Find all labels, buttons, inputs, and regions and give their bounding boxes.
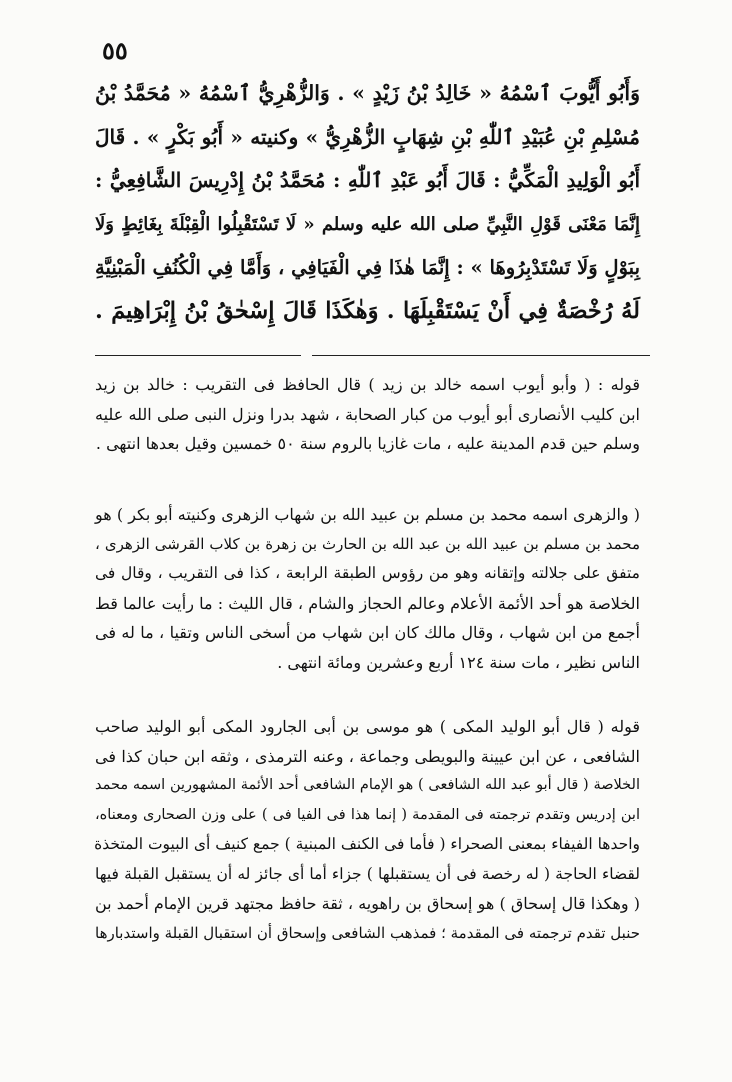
commentary-line: أجمع من ابن شهاب ، وقال مالك كان ابن شهاب من أسخى الناس وتقيا ، ما له فى xyxy=(95,623,640,642)
commentary-line: حنبل تقدم ترجمته فى المقدمة ؛ فمذهب الشافعى وإسحاق أن استقبال القبلة واستدبارها xyxy=(95,923,640,942)
commentary-line: وسلم حين قدم المدينة عليه ، مات غازيا بالروم سنة ٥٠ خمسين وقيل بعدها انتهى . xyxy=(95,434,640,453)
commentary-line: متفق على جلالته وإتقانه وهو من رؤوس الطبقة الرابعة ، كذا فى التقريب ، وقال فى xyxy=(95,564,640,582)
commentary-line: لقضاء الحاجة ( له رخصة فى أن يستقبلها ) جزاء أما أى جائز له أن يستقبل القبلة فيها xyxy=(95,864,640,883)
commentary-line: الخلاصة هو أحد الأئمة الأعلام وعالم الحجاز والشام ، قال الليث : ما رأيت عالما قط xyxy=(95,593,640,613)
commentary-line: الشافعى ، عن ابن عيينة والبويطى وجماعة ، وعنه الترمذى ، وثقه ابن حبان كذا فى xyxy=(95,746,640,766)
main-text-line: لَهُ رُخْصَةٌ فِي أَنْ يَسْتَقْبِلَهَا . وَهٰكَذَا قَالَ إِسْحٰقُ بْنُ إِبْرَاهِيمَ . xyxy=(95,297,640,324)
commentary-line: ابن إدريس وتقدم ترجمته فى المقدمة ( إنما هذا فى الفيا فى ) على وزن الصحارى ومعناه، xyxy=(95,806,640,823)
section-divider-right xyxy=(312,355,650,356)
commentary-line: ( وهكذا قال إسحاق ) هو إسحاق بن راهويه ، ثقة حافظ مجتهد قرين الإمام أحمد بن xyxy=(95,894,640,913)
commentary-line: واحدها الفيفاء بمعنى الصحراء ( فأما فى الكنف المبنية ) جمع كنيف أى البيوت المتخذة xyxy=(94,835,640,853)
commentary-paragraph-zuhri xyxy=(95,500,640,677)
main-hadith-text xyxy=(95,72,640,333)
commentary-line: محمد بن مسلم بن عبيد الله بن عبد الله بن الحارث بن زهرة بن كلاب القرشى الزهرى ، xyxy=(95,534,640,553)
main-text-line: وَأَبُو أَيُّوبَ ٱسْمُهُ « خَالِدُ بْنُ زَيْدٍ » . وَالزُّهْرِيُّ ٱسْمُهُ « مُحَمَّدُ بْنُ xyxy=(95,81,640,105)
commentary-line: الخلاصة ( قال أبو عبد الله الشافعى ) هو الإمام الشافعى أحد الأئمة المشهورين اسمه محمد xyxy=(95,777,640,793)
commentary-paragraph-abu-ayyub xyxy=(95,370,640,459)
commentary-line: قوله : ( وأبو أيوب اسمه خالد بن زيد ) قال الحافظ فى التقريب : خالد بن زيد xyxy=(95,375,640,394)
commentary-line: الناس نظير ، مات سنة ١٢٤ أربع وعشرين ومائة انتهى . xyxy=(277,652,640,672)
commentary-line: قوله ( قال أبو الوليد المكى ) هو موسى بن أبى الجارود المكى أبو الوليد صاحب xyxy=(95,717,640,736)
main-text-line: بِبَوْلٍ وَلَا تَسْتَدْبِرُوهَا » : إِنَّمَا هٰذَا فِي الْفَيَافِي ، وَأَمَّا فِي الْكُنُفِ الْمَبْنِيَّةِ xyxy=(95,256,640,279)
main-text-line: إِنَّمَا مَعْنَى قَوْلِ النَّبِيِّ صلى الله عليه وسلم « لَا تَسْتَقْبِلُوا الْقِبْلَةَ بِغَائِطٍ وَلَا xyxy=(95,213,640,235)
commentary-line: ابن كليب الأنصارى أبو أيوب من كبار الصحابة ، شهد بدرا ونزل النبى صلى الله عليه xyxy=(95,404,641,424)
commentary-line: ( والزهرى اسمه محمد بن مسلم بن عبيد الله بن شهاب الزهرى وكنيته أبو بكر ) هو xyxy=(95,505,640,524)
main-text-line: مُسْلِمِ بْنِ عُبَيْدِ ٱللّٰهِ بْنِ شِهَابٍ الزُّهْرِيُّ » وكنيته « أَبُو بَكْرٍ » . قَالَ xyxy=(95,124,640,149)
page-number: ٥٥ xyxy=(102,36,128,65)
main-text-line: أَبُو الْوَلِيدِ الْمَكِّيُّ : قَالَ أَبُو عَبْدِ ٱللّٰهِ : مُحَمَّدُ بْنُ إِدْرِيسَ الشَّافِعِيُّ : xyxy=(95,168,640,192)
commentary-paragraph-abu-al-walid xyxy=(95,712,640,948)
section-divider-left xyxy=(95,355,301,356)
